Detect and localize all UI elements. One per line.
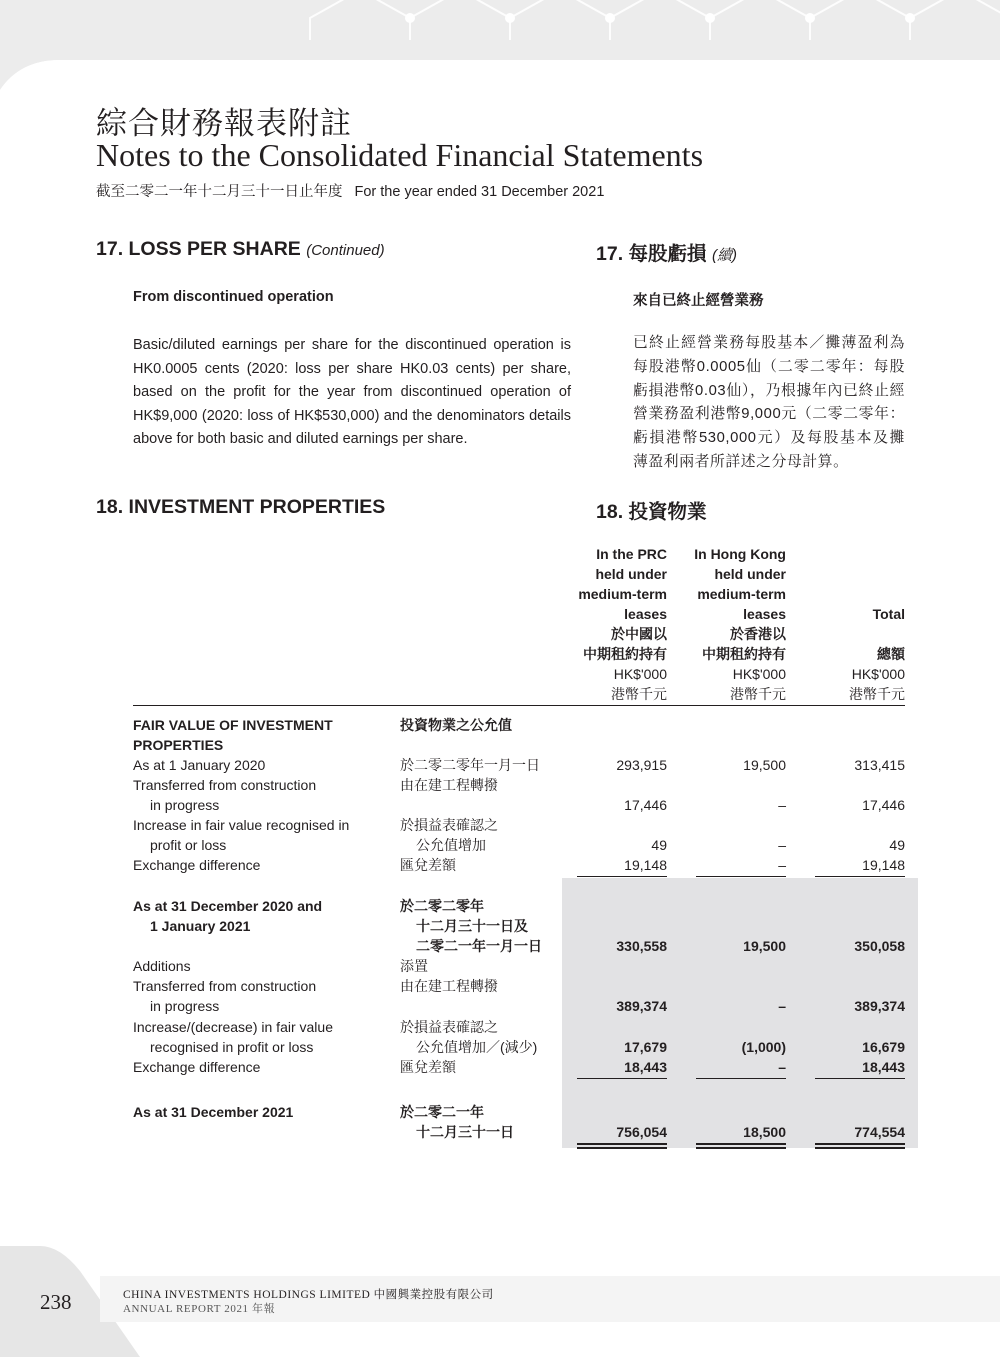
row-value-total: 313,415 — [854, 757, 905, 773]
col-total-en: Total — [872, 606, 905, 622]
row-label-en: As at 31 December 2021 — [133, 1104, 294, 1120]
col-total-cn: 總額 — [877, 646, 905, 662]
row-value-hk: 18,500 — [743, 1124, 786, 1140]
row-label-en-cont: in progress — [150, 797, 220, 813]
row-value-total: 19,148 — [862, 857, 905, 873]
col-hk-en-3: medium-term — [697, 586, 786, 602]
period-en: For the year ended 31 December 2021 — [354, 184, 605, 200]
page-title-en: Notes to the Consolidated Financial Statements — [96, 137, 704, 173]
row-value-prc: 330,558 — [616, 938, 667, 954]
section-17-title-en-text: 17. LOSS PER SHARE — [96, 238, 301, 260]
row-label-cn-cont: 十二月三十一日 — [416, 1124, 514, 1140]
section-17-paragraph-cn: 已終止經營業務每股基本／攤薄盈利為每股港幣0.0005仙（二零二零年：每股虧損港幣0.03仙），乃根據年內已終止經營業務盈利港幣9,000元（二零二零年：虧損港幣530,000元）及每股基本及攤薄盈利兩者所詳述之分母計算。 — [633, 335, 905, 470]
row-label-en: As at 31 December 2020 and — [133, 898, 323, 914]
row-label-cn: 由在建工程轉撥 — [400, 777, 498, 793]
section-17-title-cn-text: 17. 每股虧損 — [596, 243, 707, 265]
row-label-cn: 由在建工程轉撥 — [400, 978, 498, 994]
col-prc-en-4: leases — [624, 606, 667, 622]
col-prc-en-2: held under — [595, 566, 667, 582]
row-label-cn-cont: 公允值增加／(減少) — [416, 1039, 538, 1055]
row-value-prc: 756,054 — [616, 1124, 667, 1140]
subtotal-rule-prc — [577, 1078, 667, 1079]
period-subtitle — [96, 180, 604, 201]
footer-report: ANNUAL REPORT 2021 年報 — [123, 1303, 276, 1315]
col-prc-cn-2: 中期租約持有 — [583, 646, 667, 662]
row-value-prc: 389,374 — [616, 998, 667, 1014]
row-label-en: As at 1 January 2020 — [133, 757, 266, 773]
row-value-prc: 18,443 — [624, 1059, 667, 1075]
col-hk-en-1: In Hong Kong — [694, 546, 786, 562]
period-cn: 截至二零二一年十二月三十一日止年度 — [96, 184, 343, 200]
column-header-hk — [656, 544, 786, 704]
row-label-cn: 於二零二零年 — [400, 898, 484, 914]
col-hk-en-2: held under — [714, 566, 786, 582]
row-label-en: Increase in fair value recognised in — [133, 817, 350, 833]
row-label-cn: 於二零二零年一月一日 — [400, 757, 540, 773]
section-17-title-en — [96, 238, 385, 261]
section-17-continued-cn: (續) — [711, 247, 737, 264]
row-value-hk: – — [778, 1059, 786, 1075]
section-18-title-en: 18. INVESTMENT PROPERTIES — [96, 496, 386, 518]
col-prc-unit-en: HK$'000 — [613, 666, 667, 682]
section-17-title-cn — [596, 238, 737, 266]
row-label-cn: 於損益表確認之 — [400, 817, 498, 833]
row-label-en-cont: in progress — [150, 998, 220, 1014]
col-prc-unit-cn: 港幣千元 — [611, 686, 667, 702]
total-rule-total — [815, 1143, 905, 1145]
col-hk-en-4: leases — [743, 606, 786, 622]
subtotal-rule-hk — [696, 1078, 786, 1079]
page-title-cn: 綜合財務報表附註 — [96, 106, 352, 142]
row-label-en: Transferred from construction — [133, 978, 317, 994]
row-value-hk: – — [778, 837, 786, 853]
row-value-total: 18,443 — [862, 1059, 905, 1075]
fv-heading-en-1: FAIR VALUE OF INVESTMENT — [133, 717, 333, 733]
col-hk-unit-cn: 港幣千元 — [730, 686, 786, 702]
col-hk-cn-1: 於香港以 — [730, 626, 786, 642]
row-label-en: Increase/(decrease) in fair value — [133, 1019, 333, 1035]
section-17-continued-en: (Continued) — [306, 242, 385, 259]
col-total-unit-en: HK$'000 — [851, 666, 905, 682]
subtotal-rule-hk — [696, 876, 786, 877]
row-label-cn: 匯兌差額 — [400, 1059, 456, 1075]
row-label-cn: 於損益表確認之 — [400, 1019, 498, 1035]
row-value-prc: 49 — [651, 837, 667, 853]
row-value-prc: 293,915 — [616, 757, 667, 773]
row-label-cn: 匯兌差額 — [400, 857, 456, 873]
col-hk-unit-en: HK$'000 — [732, 666, 786, 682]
page-number: 238 — [40, 1290, 72, 1314]
fv-heading-cn: 投資物業之公允值 — [400, 717, 512, 733]
row-value-total: 350,058 — [854, 938, 905, 954]
footer-company: CHINA INVESTMENTS HOLDINGS LIMITED 中國興業控股有限公司 — [123, 1289, 494, 1301]
row-value-prc: 19,148 — [624, 857, 667, 873]
total-rule-prc — [577, 1143, 667, 1145]
row-label-en-cont: recognised in profit or loss — [150, 1039, 314, 1055]
row-label-en: Transferred from construction — [133, 777, 317, 793]
row-label-cn: 添置 — [400, 958, 428, 974]
total-double-rule-hk — [696, 1147, 786, 1149]
col-hk-cn-2: 中期租約持有 — [702, 646, 786, 662]
row-label-cn-cont: 公允值增加 — [416, 837, 486, 853]
col-prc-en-3: medium-term — [578, 586, 667, 602]
section-17-subtitle-cn: 來自已終止經營業務 — [633, 293, 764, 309]
row-value-prc: 17,446 — [624, 797, 667, 813]
row-label-en: Additions — [133, 958, 191, 974]
row-value-hk: – — [778, 857, 786, 873]
row-label-cn: 於二零二一年 — [400, 1104, 484, 1120]
row-label-en-cont: profit or loss — [150, 837, 227, 853]
fv-heading-en-2: PROPERTIES — [133, 737, 224, 753]
column-header-prc — [537, 544, 667, 704]
col-total-unit-cn: 港幣千元 — [849, 686, 905, 702]
section-17-subtitle-en: From discontinued operation — [133, 289, 334, 305]
col-prc-en-1: In the PRC — [596, 546, 667, 562]
subtotal-rule-total — [815, 876, 905, 877]
row-value-total: 389,374 — [854, 998, 905, 1014]
row-label-en: Exchange difference — [133, 1059, 261, 1075]
total-double-rule-total — [815, 1147, 905, 1149]
row-value-hk: – — [778, 797, 786, 813]
row-value-hk: 19,500 — [743, 757, 786, 773]
row-value-total: 16,679 — [862, 1039, 905, 1055]
subtotal-rule-prc — [577, 876, 667, 877]
col-prc-cn-1: 於中國以 — [611, 626, 667, 642]
row-label-cn-cont: 十二月三十一日及 — [416, 918, 528, 934]
section-17-paragraph-en: Basic/diluted earnings per share for the discontinued operation is HK0.0005 cents (2020: loss per share HK0.03 cents) per share, based on the profit for the year from discontinued operation of HK$9,000 (2020: loss of HK$530,000) and the denominators details above for both basic and diluted earnings per share. — [133, 337, 571, 447]
row-value-total: 49 — [889, 837, 905, 853]
row-label-en-cont: 1 January 2021 — [150, 918, 251, 934]
row-value-hk: (1,000) — [741, 1039, 786, 1055]
row-value-hk: 19,500 — [743, 938, 786, 954]
row-label-cn-cont: 二零二一年一月一日 — [416, 938, 542, 954]
subtotal-rule-total — [815, 1078, 905, 1079]
row-value-hk: – — [778, 998, 786, 1014]
row-value-total: 17,446 — [862, 797, 905, 813]
column-header-total — [775, 544, 905, 704]
section-18-title-cn: 18. 投資物業 — [596, 501, 707, 523]
row-value-prc: 17,679 — [624, 1039, 667, 1055]
row-label-en: Exchange difference — [133, 857, 261, 873]
header-rule — [133, 705, 905, 706]
total-double-rule-prc — [577, 1147, 667, 1149]
row-value-total: 774,554 — [854, 1124, 905, 1140]
total-rule-hk — [696, 1143, 786, 1145]
